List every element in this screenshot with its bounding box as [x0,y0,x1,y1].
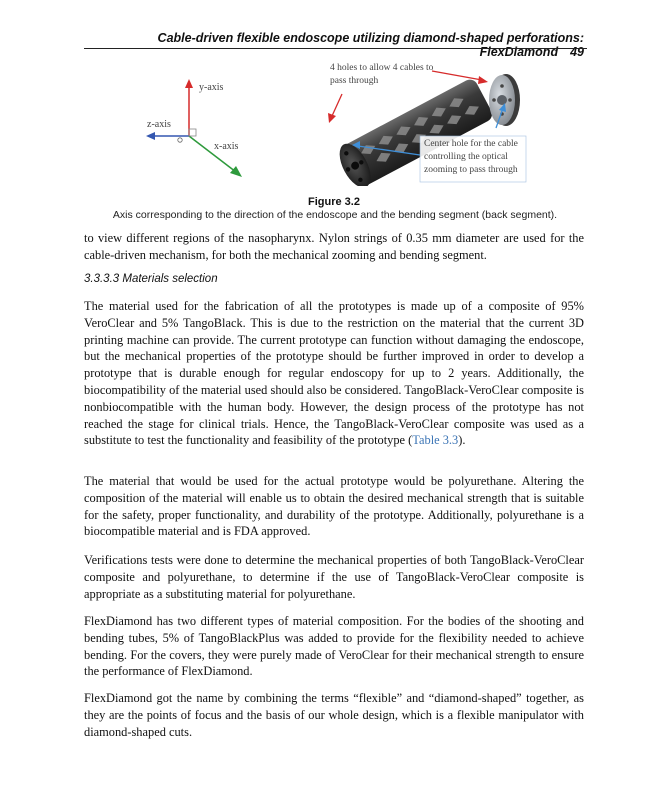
paragraph-verification: Verifications tests were done to determine the mechanical properties of both TangoBlack-VeroClear composite and polyurethane, to determine if the use of TangoBlack-VeroClear composite is appropriate as a substituting material for polyurethane. [84,553,584,601]
x-axis-label: x-axis [214,141,239,152]
y-axis-arrowhead [185,79,193,88]
z-axis-label: z-axis [147,119,171,130]
callout-arrow-left [332,94,342,116]
paragraph-1-end: ). [458,433,466,448]
section-heading: 3.3.3.3 Materials selection [84,273,218,285]
callout-bottom-text: Center hole for the cable controlling the optical zooming to pass through [424,139,518,175]
end-disc [489,74,520,126]
running-header [84,31,584,59]
callout-top-text: 4 holes to allow 4 cables to pass through [330,63,434,86]
paragraph-1-text: The material used for the fabrication of all the prototypes is made up of a composite of 95% VeroClear and 5% TangoBlack. This is due to the restriction on the material that the current 3D printing machine can provide. The current prototype can function without damaging the endoscope, but the mechanical properties of the prototype should be further improved in order to develop a prototype that is durable enough for regular endoscopy for up to 2 years. Additionally, the biocompatibility of the material used should also be considered. TangoBlack-VeroClear composite is nonbiocompatible with the human body. However, the design process of the prototype has not reached the stage for clinical trials. Hence, the TangoBlack-VeroClear composite was used as a substitute to test the functionality and feasibility of the prototype ( [84,299,584,448]
paragraph-polyurethane: The material that would be used for the actual prototype would be polyurethane. Altering the composition of the material will enable us to obtain the desired mechanical strength that is suitable for the safety, proper functionality, and durability of the prototype. Additionally, polyurethane is a biocompatible material and is FDA approved. [84,474,584,539]
running-title: Cable-driven flexible endoscope utilizing diamond-shaped perforations: FlexDiamond [157,31,584,59]
paragraph-composition: FlexDiamond has two different types of material composition. For the bodies of the shooting and bending tubes, 5% of TangoBlackPlus was added to provide for the flexibility needed to achieve bending. For the covers, they were purely made of VeroClear for their mechanical strength to ensure the performance of FlexDiamond. [84,614,584,679]
table-3-3-link[interactable]: Table 3.3 [412,433,459,448]
figure-caption: Axis corresponding to the direction of the endoscope and the bending segment (back segment). [112,209,558,221]
paragraph-materials [84,298,584,449]
endoscope-photo [320,60,530,186]
paragraph-name-origin: FlexDiamond got the name by combining the terms “flexible” and “diamond-shaped” together, as they are the points of focus and the basis of our whole design, which is a flexible manipulator with diamond-shaped cuts. [84,691,584,739]
figure-title: Figure 3.2 [308,196,360,208]
y-axis-label: y-axis [199,82,224,93]
x-axis-arrowhead [230,166,242,177]
paragraph-continued: to view different regions of the nasopharynx. Nylon strings of 0.35 mm diameter are used for the cable-driven mechanism, for both the mechanical zooming and bending segment. [84,231,584,262]
origin-dot [178,138,182,142]
header-rule [84,48,587,49]
figure-3-2 [84,56,584,186]
origin-square [189,129,196,136]
page-number: 49 [570,45,584,59]
z-axis-arrowhead [146,132,155,140]
